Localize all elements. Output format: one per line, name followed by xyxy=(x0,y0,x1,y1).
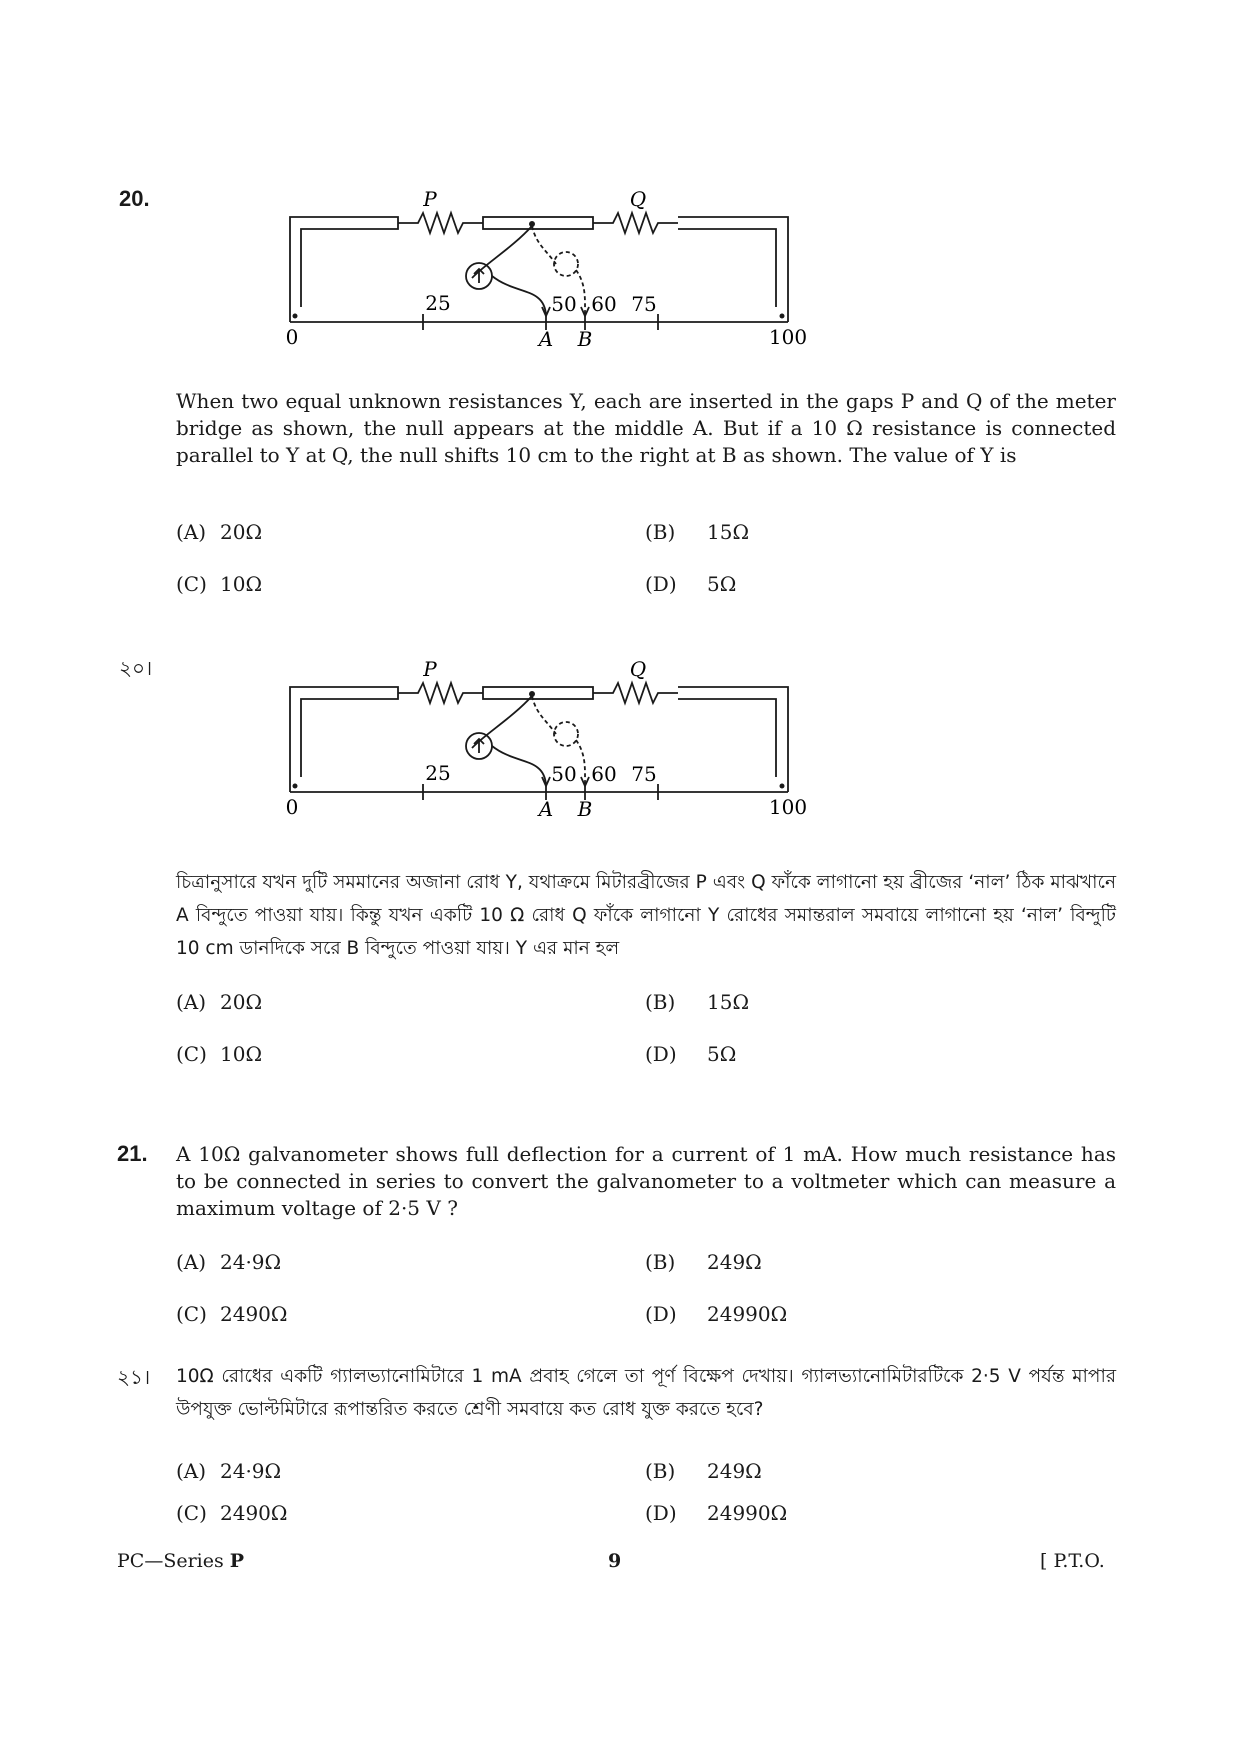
scale-50: 50 xyxy=(551,292,577,316)
scale-0: 0 xyxy=(285,795,299,819)
option-label: (D) xyxy=(645,1302,677,1326)
scale-60: 60 xyxy=(591,292,617,316)
option-value: 10Ω xyxy=(220,1042,263,1066)
q20-option-a[interactable] xyxy=(176,520,262,544)
option-label: (A) xyxy=(176,520,207,544)
option-label: (B) xyxy=(645,520,676,544)
option-value: 20Ω xyxy=(220,520,263,544)
scale-100: 100 xyxy=(768,795,808,819)
question-20-text: When two equal unknown resistances Y, each are inserted in the gaps P and Q of the meter bridge as shown, the null appears at the middle A. But if a 10 Ω resistance is connected parallel to Y at Q, the null shifts 10 cm to the right at B as shown. The value of Y is xyxy=(176,389,1116,467)
series-letter: P xyxy=(229,1550,245,1572)
page-number: 9 xyxy=(608,1550,622,1572)
option-value: 5Ω xyxy=(707,1042,737,1066)
option-label: (B) xyxy=(645,990,676,1014)
option-value: 10Ω xyxy=(220,572,263,596)
q21-option-a[interactable] xyxy=(176,1250,281,1274)
option-label: (D) xyxy=(645,1501,677,1525)
scale-50: 50 xyxy=(551,762,577,786)
scale-60: 60 xyxy=(591,762,617,786)
question-20-number: 20. xyxy=(119,186,150,211)
label-q: Q xyxy=(629,657,647,681)
q21-option-c[interactable] xyxy=(176,1302,287,1326)
option-value: 24990Ω xyxy=(707,1302,788,1326)
pto-label: [ P.T.O. xyxy=(1040,1550,1105,1572)
scale-25: 25 xyxy=(425,291,451,315)
question-20-bengali-text: চিত্রানুসারে যখন দুটি সমমানের অজানা রোধ Y, যথাক্রমে মিটারব্রীজের P এবং Q ফাঁকে লাগানো হয় ব্রীজের ‘নাল’ ঠিক মাঝখানে A বিন্দুতে পাওয়া যায়। কিন্তু যখন একটি 10 Ω রোধ Q ফাঁকে লাগানো Y রোধের সমান্তরাল সমবায়ে লাগানো হয় ‘নাল’ বিন্দুটি 10 cm ডানদিকে সরে B বিন্দুতে পাওয়া যায়। Y এর মান হল xyxy=(176,872,1116,959)
option-value: 24990Ω xyxy=(707,1501,788,1525)
q21-option-b[interactable] xyxy=(645,1250,762,1274)
q21b-option-a[interactable] xyxy=(176,1459,281,1483)
label-p: P xyxy=(423,187,437,211)
question-21-text: A 10Ω galvanometer shows full deflection for a current of 1 mA. How much resistance has to be connected in series to convert the galvanometer to a voltmeter which can measure a maximum voltage of 2·5 V ? xyxy=(176,1142,1116,1220)
scale-0: 0 xyxy=(285,325,299,349)
label-a: A xyxy=(538,327,554,351)
label-p: P xyxy=(423,657,437,681)
question-21-bengali-text: 10Ω রোধের একটি গ্যালভ্যানোমিটারে 1 mA প্রবাহ গেলে তা পূর্ণ বিক্ষেপ দেখায়। গ্যালভ্যানোমিটারটিকে 2·5 V পর্যন্ত মাপার উপযুক্ত ভোল্টমিটারে রূপান্তরিত করতে শ্রেণী সমবায়ে কত রোধ যুক্ত করতে হবে? xyxy=(176,1366,1116,1420)
q21b-option-c[interactable] xyxy=(176,1501,287,1525)
q21-option-d[interactable] xyxy=(645,1302,787,1326)
footer-series xyxy=(117,1550,244,1572)
option-label: (A) xyxy=(176,990,207,1014)
question-20-bengali-number: ২০। xyxy=(119,656,153,680)
scale-25: 25 xyxy=(425,761,451,785)
option-label: (D) xyxy=(645,1042,677,1066)
option-value: 15Ω xyxy=(707,520,750,544)
q20b-option-b[interactable] xyxy=(645,990,749,1014)
option-label: (B) xyxy=(645,1250,676,1274)
meter-bridge-diagram-bengali xyxy=(280,650,820,830)
option-label: (A) xyxy=(176,1250,207,1274)
q21b-option-d[interactable] xyxy=(645,1501,787,1525)
option-value: 5Ω xyxy=(707,572,737,596)
option-label: (B) xyxy=(645,1459,676,1483)
label-b: B xyxy=(577,327,593,351)
option-value: 2490Ω xyxy=(220,1302,288,1326)
scale-75: 75 xyxy=(631,762,657,786)
question-21-bengali-number: ২১। xyxy=(117,1365,151,1389)
q20-option-c[interactable] xyxy=(176,572,262,596)
option-value: 249Ω xyxy=(707,1459,762,1483)
option-value: 249Ω xyxy=(707,1250,762,1274)
option-label: (C) xyxy=(176,1042,207,1066)
option-label: (A) xyxy=(176,1459,207,1483)
question-21-number: 21. xyxy=(117,1141,148,1166)
option-label: (C) xyxy=(176,572,207,596)
option-value: 24·9Ω xyxy=(220,1250,282,1274)
option-label: (C) xyxy=(176,1501,207,1525)
label-a: A xyxy=(538,797,554,821)
q20b-option-d[interactable] xyxy=(645,1042,736,1066)
option-label: (D) xyxy=(645,572,677,596)
option-label: (C) xyxy=(176,1302,207,1326)
option-value: 20Ω xyxy=(220,990,263,1014)
label-q: Q xyxy=(629,187,647,211)
q20-option-d[interactable] xyxy=(645,572,736,596)
scale-100: 100 xyxy=(768,325,808,349)
q20b-option-a[interactable] xyxy=(176,990,262,1014)
option-value: 15Ω xyxy=(707,990,750,1014)
q20b-option-c[interactable] xyxy=(176,1042,262,1066)
q21b-option-b[interactable] xyxy=(645,1459,762,1483)
label-b: B xyxy=(577,797,593,821)
scale-75: 75 xyxy=(631,292,657,316)
option-value: 2490Ω xyxy=(220,1501,288,1525)
q20-option-b[interactable] xyxy=(645,520,749,544)
series-prefix: PC—Series xyxy=(117,1550,230,1572)
option-value: 24·9Ω xyxy=(220,1459,282,1483)
meter-bridge-diagram-english xyxy=(280,180,820,360)
